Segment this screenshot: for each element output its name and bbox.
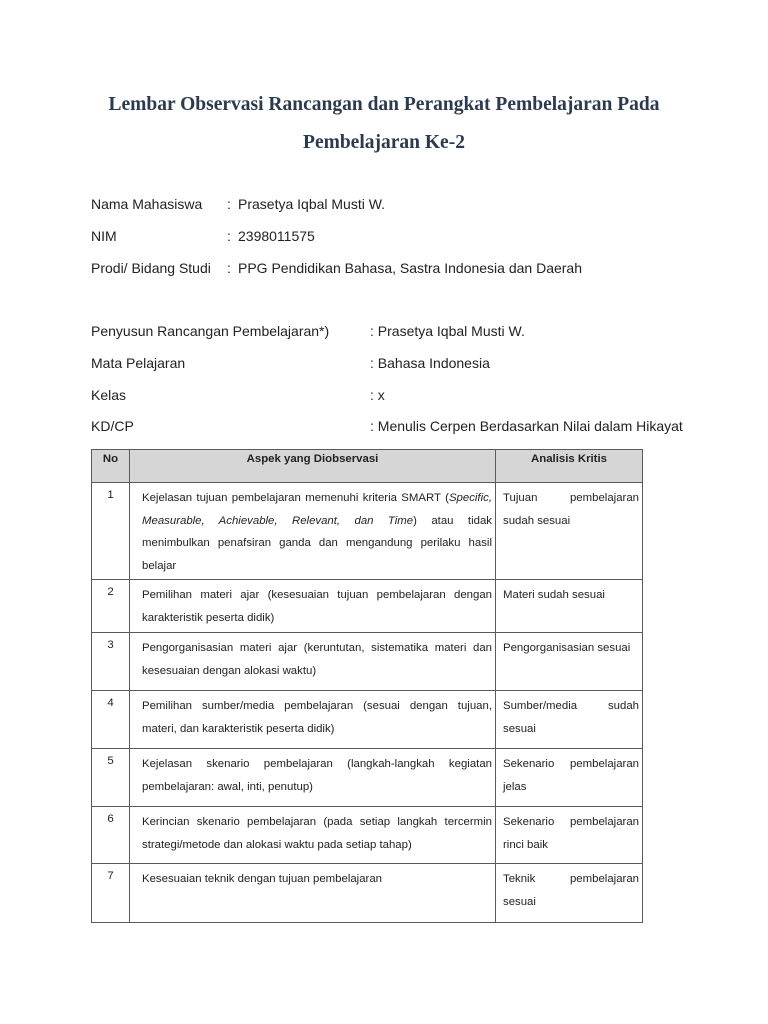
row-number: 2 xyxy=(92,580,130,633)
row-aspek xyxy=(130,483,496,580)
kdcp-label: KD/CP xyxy=(91,418,134,434)
prodi-value: PPG Pendidikan Bahasa, Sastra Indonesia dan Daerah xyxy=(238,260,583,276)
header-analisis: Analisis Kritis xyxy=(496,450,643,483)
row-aspek: Kerincian skenario pembelajaran (pada setiap langkah tercermin strategi/metode dan alokasi waktu pada setiap tahap) xyxy=(130,807,496,864)
table-row xyxy=(92,807,643,864)
document-title-line-1: Lembar Observasi Rancangan dan Perangkat Pembelajaran Pada xyxy=(108,94,660,115)
nim-label: NIM xyxy=(91,228,117,244)
nim-value: 2398011575 xyxy=(238,228,315,244)
table-row xyxy=(92,580,643,633)
aspek-text: Kejelasan tujuan pembelajaran memenuhi kriteria SMART ( xyxy=(142,492,449,504)
row-analisis: Pengorganisasian sesuai xyxy=(496,633,643,691)
row-aspek: Pemilihan sumber/media pembelajaran (sesuai dengan tujuan, materi, dan karakteristik peserta didik) xyxy=(130,691,496,749)
colon-separator: : xyxy=(227,228,231,244)
kelas-label: Kelas xyxy=(91,387,127,403)
kelas-value: : x xyxy=(370,387,385,403)
table-row xyxy=(92,633,643,691)
header-aspek: Aspek yang Diobservasi xyxy=(130,450,496,483)
header-no: No xyxy=(92,450,130,483)
table-header-row xyxy=(92,450,643,483)
table-row xyxy=(92,483,643,580)
penyusun-value: : Prasetya Iqbal Musti W. xyxy=(370,323,525,339)
penyusun-label: Penyusun Rancangan Pembelajaran*) xyxy=(91,323,330,339)
row-analisis: Sekenario pembelajaran jelas xyxy=(496,749,643,807)
aspek-text: ) atau tidak menimbulkan penafsiran ganda dan mengandung perilaku hasil belajar xyxy=(142,514,492,572)
mapel-label: Mata Pelajaran xyxy=(91,355,186,371)
row-analisis: Sumber/media sudah sesuai xyxy=(496,691,643,749)
row-analisis: Sekenario pembelajaran rinci baik xyxy=(496,807,643,864)
row-analisis: Materi sudah sesuai xyxy=(496,580,643,633)
document-title-line-2: Pembelajaran Ke-2 xyxy=(303,132,465,153)
student-name-label: Nama Mahasiswa xyxy=(91,196,203,212)
table-row xyxy=(92,864,643,923)
row-number: 6 xyxy=(92,807,130,864)
row-aspek: Pengorganisasian materi ajar (keruntutan, sistematika materi dan kesesuaian dengan alokasi waktu) xyxy=(130,633,496,691)
row-aspek: Kejelasan skenario pembelajaran (langkah-langkah kegiatan pembelajaran: awal, inti, penutup) xyxy=(130,749,496,807)
table-row xyxy=(92,691,643,749)
row-analisis: Teknik pembelajaran sesuai xyxy=(496,864,643,923)
row-aspek: Pemilihan materi ajar (kesesuaian tujuan pembelajaran dengan karakteristik peserta didik) xyxy=(130,580,496,633)
row-number: 3 xyxy=(92,633,130,691)
row-analisis: Tujuan pembelajaran sudah sesuai xyxy=(496,483,643,580)
row-number: 5 xyxy=(92,749,130,807)
row-aspek: Kesesuaian teknik dengan tujuan pembelajaran xyxy=(130,864,496,923)
kdcp-value: : Menulis Cerpen Berdasarkan Nilai dalam Hikayat xyxy=(370,418,683,434)
row-number: 1 xyxy=(92,483,130,580)
row-number: 4 xyxy=(92,691,130,749)
colon-separator: : xyxy=(227,196,231,212)
table-row xyxy=(92,749,643,807)
aspek-emphasis: Specific, Measurable, Achievable, Relevant, dan Time xyxy=(142,492,492,527)
student-name-value: Prasetya Iqbal Musti W. xyxy=(238,196,386,212)
mapel-value: : Bahasa Indonesia xyxy=(370,355,490,371)
colon-separator: : xyxy=(227,260,231,276)
observation-table xyxy=(91,449,643,923)
row-number: 7 xyxy=(92,864,130,923)
prodi-label: Prodi/ Bidang Studi xyxy=(91,260,211,276)
